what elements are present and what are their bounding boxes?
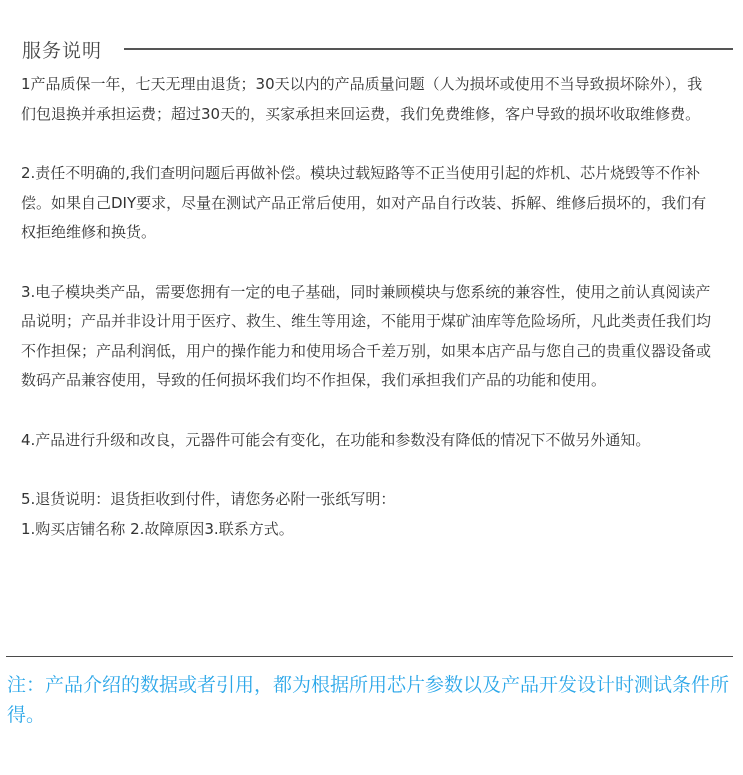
paragraph-warranty: 1产品质保一年，七天无理由退货；30天以内的产品质量问题（人为损坏或使用不当导致损坏除外），我们包退换并承担运费；超过30天的，买家承担来回运费，我们免费维修，客户导致的损坏收取维修费。 <box>21 75 703 123</box>
section-title: 服务说明 <box>22 39 103 62</box>
header-divider <box>124 48 733 50</box>
paragraph-electronics-notice: 3.电子模块类产品，需要您拥有一定的电子基础，同时兼顾模块与您系统的兼容性，使用之前认真阅读产品说明；产品并非设计用于医疗、救生、维生等用途，不能用于煤矿油库等危险场所，凡此类责任我们均不作担保；产品利润低，用户的操作能力和使用场合千差万别，如果本店产品与您自己的贵重仪器设备或数码产品兼容使用，导致的任何损坏我们均不作担保，我们承担我们产品的功能和使用。 <box>21 282 712 389</box>
footer-divider <box>6 656 733 657</box>
section-header <box>22 34 733 64</box>
paragraph-upgrade-notice: 4.产品进行升级和改良，元器件可能会有变化，在功能和参数没有降低的情况下不做另外通知。 <box>21 430 651 449</box>
paragraph-liability: 2.责任不明确的,我们查明问题后再做补偿。模块过载短路等不正当使用引起的炸机、芯片烧毁等不作补偿。如果自己DIY要求，尽量在测试产品正常后使用，如对产品自行改装、拆解、维修后损坏的，我们有权拒绝维修和换货。 <box>21 164 707 241</box>
service-description <box>21 70 717 544</box>
paragraph-return-instructions: 5.退货说明：退货拒收到付件，请您务必附一张纸写明： 1.购买店铺名称 2.故障原因3.联系方式。 <box>21 490 396 538</box>
disclaimer-note: 注：产品介绍的数据或者引用，都为根据所用芯片参数以及产品开发设计时测试条件所得。 <box>7 674 730 726</box>
